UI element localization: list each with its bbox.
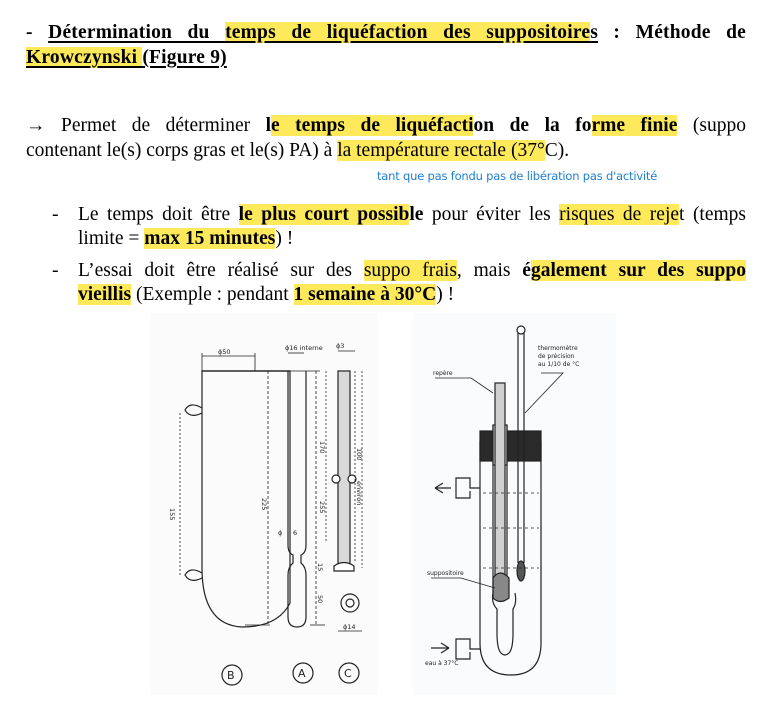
bullet-text: , mais bbox=[456, 260, 523, 281]
heading-figure-ref: (Figure 9) bbox=[142, 47, 227, 68]
annotation-note: tant que pas fondu pas de libération pas d'activité bbox=[377, 169, 658, 183]
label-repere: repère bbox=[433, 370, 453, 377]
dim-15: 15 bbox=[316, 563, 324, 572]
bullet-text: ) ! bbox=[436, 284, 455, 305]
bullet-dash: - bbox=[52, 204, 59, 225]
dim-phi3: ϕ3 bbox=[336, 342, 345, 350]
dim-phi16-interne: ϕ16 interne bbox=[285, 344, 323, 352]
intro-text-2: (suppo bbox=[677, 115, 746, 136]
intro-text-3: contenant le(s) corps gras et le(s) PA) à bbox=[26, 140, 338, 161]
bullet-item-time-limit bbox=[26, 203, 746, 251]
heading-line-1 bbox=[26, 20, 746, 45]
bullet-highlight: suppo frais bbox=[363, 260, 457, 281]
figure-panel-assembly bbox=[413, 313, 616, 695]
label-thermometer-1: thermomètre bbox=[538, 345, 578, 352]
dim-phi: ϕ bbox=[278, 529, 283, 537]
intro-line-1 bbox=[26, 113, 746, 138]
heading-text-1: Détermination du bbox=[48, 22, 226, 43]
dim-155: 155 bbox=[168, 508, 176, 521]
intro-text-1: Permet de déterminer bbox=[45, 115, 266, 136]
heading-highlight-1: temps de liquéfaction des suppositoire bbox=[225, 22, 591, 43]
bullet-highlight: max 15 minutes bbox=[144, 228, 276, 249]
dim-phi14: ϕ14 bbox=[343, 623, 356, 631]
intro-highlight-3: la température rectale (37° bbox=[337, 140, 545, 161]
dim-225: 225 bbox=[260, 498, 268, 511]
label-thermometer-2: de précision bbox=[538, 353, 575, 360]
bullet-item-aged-suppos bbox=[26, 259, 746, 307]
label-A: A bbox=[298, 667, 306, 680]
bullet-text: ) ! bbox=[275, 228, 294, 249]
bullet-highlight: galement sur des suppo bbox=[530, 260, 746, 281]
section-heading bbox=[26, 20, 746, 70]
bullet-bold: é bbox=[522, 260, 531, 281]
dim-100: 100 bbox=[355, 448, 363, 461]
label-suppositoire: suppositoire bbox=[427, 570, 464, 577]
intro-highlight-1: e temps de liquéfacti bbox=[271, 115, 474, 136]
heading-text-2: s bbox=[590, 22, 598, 43]
dim-phi50: ϕ50 bbox=[218, 348, 231, 356]
intro-bold-1: l bbox=[265, 115, 272, 136]
intro-text-4: C). bbox=[544, 140, 570, 161]
intro-bold-2: on de la fo bbox=[473, 115, 592, 136]
figure-panel-dimensions bbox=[150, 313, 378, 695]
bullet-text: L’essai doit être réalisé sur des bbox=[78, 260, 364, 281]
intro-paragraph bbox=[26, 113, 746, 163]
apparatus-dimension-drawing bbox=[150, 313, 378, 695]
figure-9-krowczynski-apparatus bbox=[150, 313, 616, 695]
bullet-text: pour éviter les bbox=[423, 204, 560, 225]
arrow-icon: → bbox=[26, 115, 46, 136]
dim-50: 50 bbox=[316, 595, 324, 604]
dim-environ: environ bbox=[355, 481, 363, 506]
bullet-1-line-1 bbox=[78, 203, 746, 227]
label-thermometer-3: au 1/10 de °C bbox=[538, 361, 580, 368]
bullet-highlight: 1 semaine à 30°C bbox=[293, 284, 437, 305]
bullet-highlight: le plus court possib bbox=[238, 204, 410, 225]
label-eau-37: eau à 37°C bbox=[425, 660, 459, 667]
dim-6: 6 bbox=[293, 529, 298, 537]
bullet-bold: le bbox=[409, 204, 424, 225]
bullet-list bbox=[26, 203, 746, 315]
heading-text-3: : Méthode de bbox=[597, 22, 746, 43]
bullet-dash: - bbox=[52, 260, 59, 281]
bullet-text: limite = bbox=[78, 228, 145, 249]
dim-255: 255 bbox=[318, 501, 326, 514]
heading-highlight-2: Krowczynski bbox=[26, 47, 143, 68]
bullet-text: t (temps bbox=[679, 204, 747, 225]
label-C: C bbox=[344, 667, 352, 680]
apparatus-assembly-drawing bbox=[413, 313, 616, 695]
bullet-text: (Exemple : pendant bbox=[131, 284, 294, 305]
bullet-2-line-1 bbox=[78, 259, 746, 283]
bullet-text: Le temps doit être bbox=[78, 204, 239, 225]
bullet-highlight: vieillis bbox=[78, 284, 132, 305]
intro-highlight-2: rme finie bbox=[591, 115, 678, 136]
dim-170: 170 bbox=[318, 441, 326, 454]
bullet-highlight: risques de reje bbox=[559, 204, 680, 225]
heading-dash: - bbox=[26, 22, 33, 43]
label-B: B bbox=[227, 669, 235, 682]
